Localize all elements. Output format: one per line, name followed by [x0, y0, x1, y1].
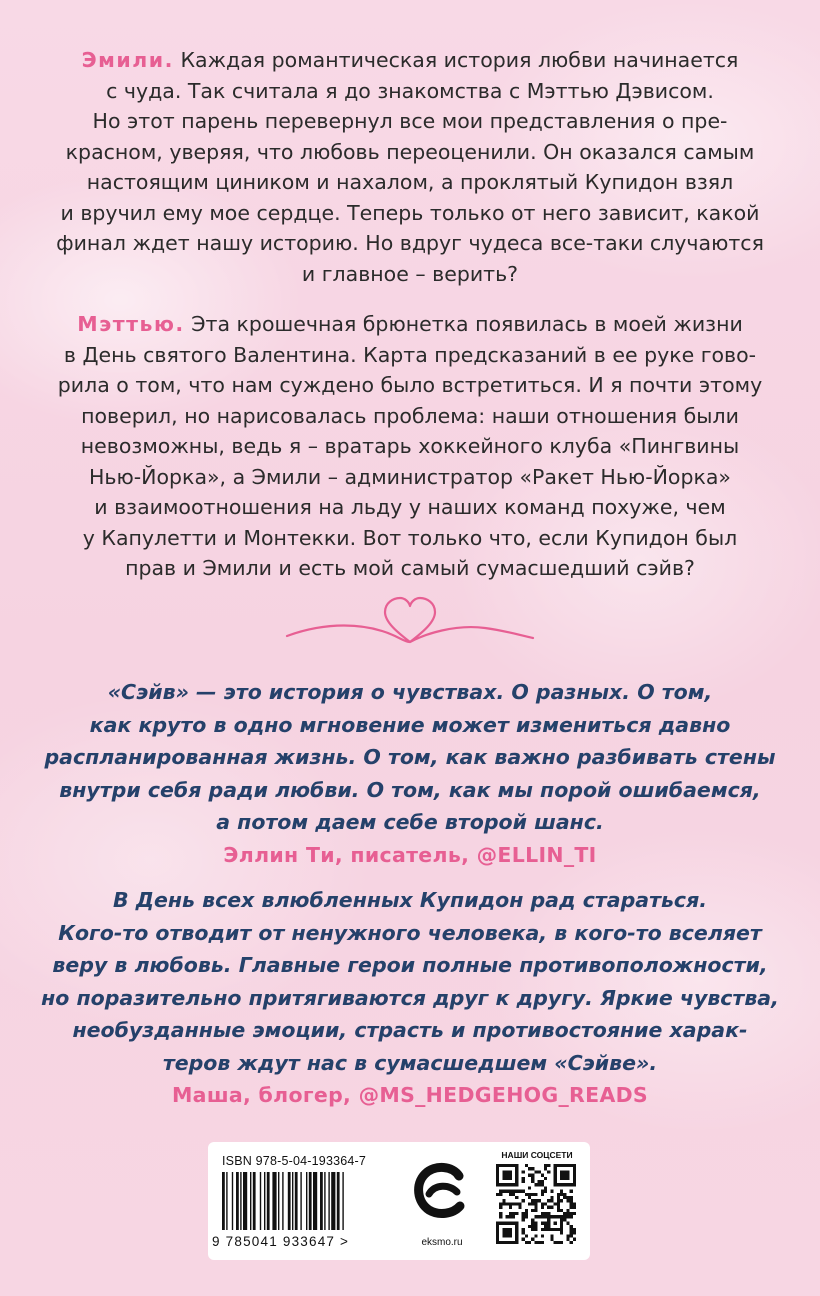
- emily-line-5: и вручил ему мое сердце. Теперь только от него зависит, какой: [60, 200, 760, 225]
- review-ellin: [40, 676, 780, 871]
- emily-line-0: Эмили. Каждая романтическая история любви начинается: [81, 48, 739, 72]
- matthew-line-7: у Капулетти и Монтекки. Вот только что, если Купидон был: [82, 525, 738, 550]
- review1-line-0: «Сэйв» — это история о чувствах. О разных. О том,: [107, 680, 713, 704]
- isbn-panel: [208, 1142, 590, 1260]
- review1-signature: Эллин Ти, писатель, @ELLIN_TI: [223, 842, 597, 867]
- barcode-digits: 9 785041 933647 >: [212, 1234, 350, 1249]
- emily-paragraph: [40, 45, 780, 289]
- emily-line-7: и главное – верить?: [301, 261, 519, 286]
- review1-line-3: внутри себя ради любви. О том, как мы порой ошибаемся,: [59, 777, 761, 802]
- review2-line-5: теров ждут нас в сумасшедшем «Сэйве».: [162, 1050, 658, 1075]
- matthew-paragraph: [40, 309, 780, 584]
- isbn-number: ISBN 978-5-04-193364-7: [222, 1154, 367, 1168]
- qr-code-icon: [496, 1164, 576, 1244]
- review1-line-1: как круто в одно мгновение может измениться давно: [89, 712, 731, 737]
- emily-line-2: Но этот парень перевернул все мои представления о пре-: [92, 109, 728, 133]
- review2-line-4: необузданные эмоции, страсть и противостояние харак-: [72, 1018, 748, 1042]
- emily-line-6: финал ждет нашу историю. Но вдруг чудеса все-таки случаются: [56, 231, 764, 255]
- matthew-lead: Мэттью.: [77, 312, 185, 336]
- emily-lead: Эмили.: [81, 48, 174, 72]
- review-masha: [40, 884, 780, 1112]
- emily-line-4: настоящим циником и нахалом, а проклятый Купидон взял: [86, 170, 734, 194]
- matthew-line-4: невозможны, ведь я – вратарь хоккейного клуба «Пингвины: [80, 434, 740, 458]
- social-label: НАШИ СОЦСЕТИ: [501, 1150, 573, 1160]
- emily-line-1: с чуда. Так считала я до знакомства с Мэттью Дэвисом.: [106, 78, 714, 103]
- review2-signature: Маша, блогер, @MS_HEDGEHOG_READS: [171, 1083, 648, 1107]
- emily-line-3: красном, уверяя, что любовь переоценили. Он оказался самым: [65, 139, 755, 164]
- review2-line-3: но поразительно притягиваются друг к другу. Яркие чувства,: [41, 985, 779, 1010]
- matthew-line-5: Нью-Йорка», а Эмили – администратор «Ракет Нью-Йорка»: [89, 464, 731, 489]
- barcode-icon: [220, 1172, 398, 1230]
- matthew-line-2: рила о том, что нам суждено было встретиться. И я почти этому: [57, 373, 763, 397]
- matthew-line-1: в День святого Валентина. Карта предсказаний в ее руке гово-: [63, 342, 757, 367]
- review1-line-2: распланированная жизнь. О том, как важно разбивать стены: [44, 745, 776, 769]
- eksmo-logo-icon: [413, 1160, 469, 1230]
- heart-line-ornament: [285, 592, 535, 652]
- matthew-line-0: Мэттью. Эта крошечная брюнетка появилась в моей жизни: [77, 312, 743, 336]
- matthew-line-8: прав и Эмили и есть мой самый сумасшедший сэйв?: [125, 556, 695, 580]
- review2-line-0: В День всех влюбленных Купидон рад стараться.: [112, 888, 708, 912]
- matthew-line-6: и взаимоотношения на льду у наших команд похуже, чем: [94, 495, 726, 519]
- publisher-site: eksmo.ru: [421, 1237, 463, 1248]
- review2-line-1: Кого-то отводит от ненужного человека, в кого-то вселяет: [58, 920, 762, 945]
- review2-line-2: веру в любовь. Главные герои полные противоположности,: [52, 953, 768, 977]
- matthew-line-3: поверил, но нарисовалась проблема: наши отношения были: [81, 403, 739, 428]
- review1-line-4: а потом даем себе второй шанс.: [216, 810, 604, 834]
